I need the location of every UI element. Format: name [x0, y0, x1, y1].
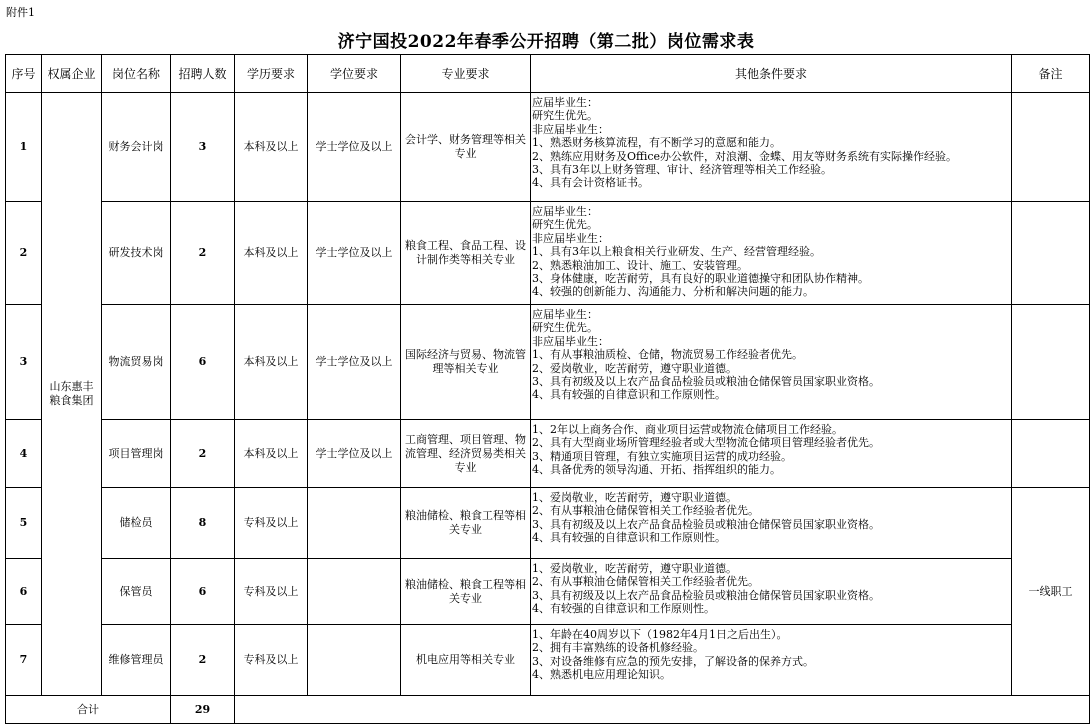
- requirement-line: 4、具有较强的自律意识和工作原则性。: [532, 388, 726, 402]
- hire-count: 6: [171, 559, 235, 625]
- degree-requirement: [308, 625, 401, 696]
- requirement-line: 2、爱岗敬业，吃苦耐劳，遵守职业道德。: [532, 361, 737, 375]
- requirement-line: 2、熟悉粮油加工、设计、施工、安装管理。: [532, 258, 748, 272]
- education-requirement: 本科及以上: [235, 420, 308, 488]
- col-header-position: 岗位名称: [102, 55, 171, 93]
- table-row: [6, 488, 1090, 559]
- major-requirement: 工商管理、项目管理、物流管理、经济贸易类相关专业: [401, 420, 531, 488]
- company-name: 山东惠丰粮食集团: [49, 380, 94, 407]
- requirement-line: 应届毕业生：: [532, 205, 598, 218]
- row-number: 6: [6, 559, 42, 625]
- requirement-line: 非应届毕业生：: [532, 334, 609, 348]
- requirement-line: 1、具有3年以上粮食相关行业研发、生产、经营管理经验。: [532, 245, 821, 259]
- requirement-line: 应届毕业生：: [532, 96, 598, 109]
- requirement-line: 4、有较强的自律意识和工作原则性。: [532, 602, 715, 616]
- major-requirement: 粮油储检、粮食工程等相关专业: [401, 488, 531, 559]
- requirement-line: 3、具有初级及以上农产品食品检验员或粮油仓储保管员国家职业资格。: [532, 588, 880, 602]
- requirement-line: 1、熟悉财务核算流程，有不断学习的意愿和能力。: [532, 136, 781, 150]
- table-row: [6, 625, 1090, 696]
- position-name: 保管员: [102, 559, 171, 625]
- major-requirement: 粮油储检、粮食工程等相关专业: [401, 559, 531, 625]
- degree-requirement: [308, 488, 401, 559]
- header-row: [6, 55, 1090, 93]
- remarks-cell: [1012, 305, 1090, 420]
- row-number: 4: [6, 420, 42, 488]
- other-requirements: [531, 420, 1012, 488]
- row-number: 3: [6, 305, 42, 420]
- col-header-company: 权属企业: [42, 55, 102, 93]
- col-header-no: 序号: [6, 55, 42, 93]
- hire-count: 2: [171, 625, 235, 696]
- table-row: [6, 420, 1090, 488]
- requirement-line: 1、爱岗敬业，吃苦耐劳，遵守职业道德。: [532, 562, 737, 575]
- col-header-other-requirements: 其他条件要求: [531, 55, 1012, 93]
- education-requirement: 专科及以上: [235, 625, 308, 696]
- hire-count: 8: [171, 488, 235, 559]
- position-name: 研发技术岗: [102, 202, 171, 305]
- requirement-line: 1、有从事粮油质检、仓储，物流贸易工作经验者优先。: [532, 348, 803, 362]
- requirement-line: 非应届毕业生：: [532, 231, 609, 245]
- requirement-line: 研究生优先。: [532, 109, 598, 123]
- job-requirements-table: [5, 54, 1090, 724]
- remarks-cell: [1012, 93, 1090, 202]
- company-cell: [42, 93, 102, 696]
- requirement-line: 3、具有初级及以上农产品食品检验员或粮油仓储保管员国家职业资格。: [532, 517, 880, 531]
- requirement-line: 非应届毕业生：: [532, 122, 609, 136]
- remarks-cell: [1012, 202, 1090, 305]
- remarks-cell: 一线职工: [1012, 488, 1090, 696]
- hire-count: 3: [171, 93, 235, 202]
- hire-count: 6: [171, 305, 235, 420]
- requirement-line: 3、具有初级及以上农产品食品检验员或粮油仓储保管员国家职业资格。: [532, 375, 880, 389]
- education-requirement: 本科及以上: [235, 93, 308, 202]
- requirement-line: 1、年龄在40周岁以下（1982年4月1日之后出生）。: [532, 628, 788, 641]
- page-title: 济宁国投2022年春季公开招聘（第二批）岗位需求表: [337, 32, 755, 52]
- requirement-line: 4、熟悉机电应用理论知识。: [532, 668, 671, 682]
- requirement-line: 2、有从事粮油仓储保管相关工作经验者优先。: [532, 575, 759, 589]
- requirement-line: 应届毕业生：: [532, 308, 598, 321]
- other-requirements: [531, 305, 1012, 420]
- row-number: 5: [6, 488, 42, 559]
- row-number: 7: [6, 625, 42, 696]
- education-requirement: 专科及以上: [235, 488, 308, 559]
- requirement-line: 4、具有较强的自律意识和工作原则性。: [532, 531, 726, 545]
- requirement-line: 4、具备优秀的领导沟通、开拓、指挥组织的能力。: [532, 463, 781, 477]
- education-requirement: 本科及以上: [235, 305, 308, 420]
- education-requirement: 专科及以上: [235, 559, 308, 625]
- major-requirement: 会计学、财务管理等相关专业: [401, 93, 531, 202]
- requirement-line: 研究生优先。: [532, 218, 598, 232]
- table-row: [6, 93, 1090, 202]
- requirement-line: 4、具有会计资格证书。: [532, 176, 649, 190]
- position-name: 项目管理岗: [102, 420, 171, 488]
- row-number: 2: [6, 202, 42, 305]
- position-name: 物流贸易岗: [102, 305, 171, 420]
- position-name: 财务会计岗: [102, 93, 171, 202]
- requirement-line: 1、爱岗敬业，吃苦耐劳，遵守职业道德。: [532, 491, 737, 504]
- requirement-line: 4、较强的创新能力、沟通能力、分析和解决问题的能力。: [532, 285, 814, 299]
- requirement-line: 3、具有3年以上财务管理、审计、经济管理等相关工作经验。: [532, 163, 832, 177]
- degree-requirement: 学士学位及以上: [308, 93, 401, 202]
- degree-requirement: [308, 559, 401, 625]
- table-row: [6, 202, 1090, 305]
- requirement-line: 1、2年以上商务合作、商业项目运营或物流仓储项目工作经验。: [532, 423, 843, 436]
- remarks-cell: [1012, 420, 1090, 488]
- requirement-line: 2、拥有丰富熟练的设备机修经验。: [532, 641, 704, 655]
- col-header-count: 招聘人数: [171, 55, 235, 93]
- other-requirements: [531, 93, 1012, 202]
- attachment-label: 附件1: [6, 6, 35, 19]
- position-name: 储检员: [102, 488, 171, 559]
- degree-requirement: 学士学位及以上: [308, 305, 401, 420]
- major-requirement: 国际经济与贸易、物流管理等相关专业: [401, 305, 531, 420]
- position-name: 维修管理员: [102, 625, 171, 696]
- total-label: 合计: [6, 696, 171, 724]
- degree-requirement: 学士学位及以上: [308, 202, 401, 305]
- requirement-line: 3、身体健康，吃苦耐劳，具有良好的职业道德操守和团队协作精神。: [532, 272, 869, 286]
- total-count: 29: [171, 696, 235, 724]
- table-row: [6, 559, 1090, 625]
- other-requirements: [531, 202, 1012, 305]
- major-requirement: 机电应用等相关专业: [401, 625, 531, 696]
- other-requirements: [531, 625, 1012, 696]
- requirement-line: 3、对设备维修有应急的预先安排，了解设备的保养方式。: [532, 654, 814, 668]
- requirement-line: 研究生优先。: [532, 321, 598, 335]
- col-header-education: 学历要求: [235, 55, 308, 93]
- hire-count: 2: [171, 420, 235, 488]
- col-header-degree: 学位要求: [308, 55, 401, 93]
- requirement-line: 2、熟练应用财务及Office办公软件，对浪潮、金蝶、用友等财务系统有实际操作经验。: [532, 149, 958, 163]
- requirement-line: 2、有从事粮油仓储保管相关工作经验者优先。: [532, 504, 759, 518]
- other-requirements: [531, 488, 1012, 559]
- table-row: [6, 305, 1090, 420]
- col-header-remarks: 备注: [1012, 55, 1090, 93]
- requirement-line: 2、具有大型商业场所管理经验者或大型物流仓储项目管理经验者优先。: [532, 436, 880, 450]
- education-requirement: 本科及以上: [235, 202, 308, 305]
- hire-count: 2: [171, 202, 235, 305]
- row-number: 1: [6, 93, 42, 202]
- major-requirement: 粮食工程、食品工程、设计制作类等相关专业: [401, 202, 531, 305]
- other-requirements: [531, 559, 1012, 625]
- col-header-major: 专业要求: [401, 55, 531, 93]
- degree-requirement: 学士学位及以上: [308, 420, 401, 488]
- requirement-line: 3、精通项目管理，有独立实施项目运营的成功经验。: [532, 449, 792, 463]
